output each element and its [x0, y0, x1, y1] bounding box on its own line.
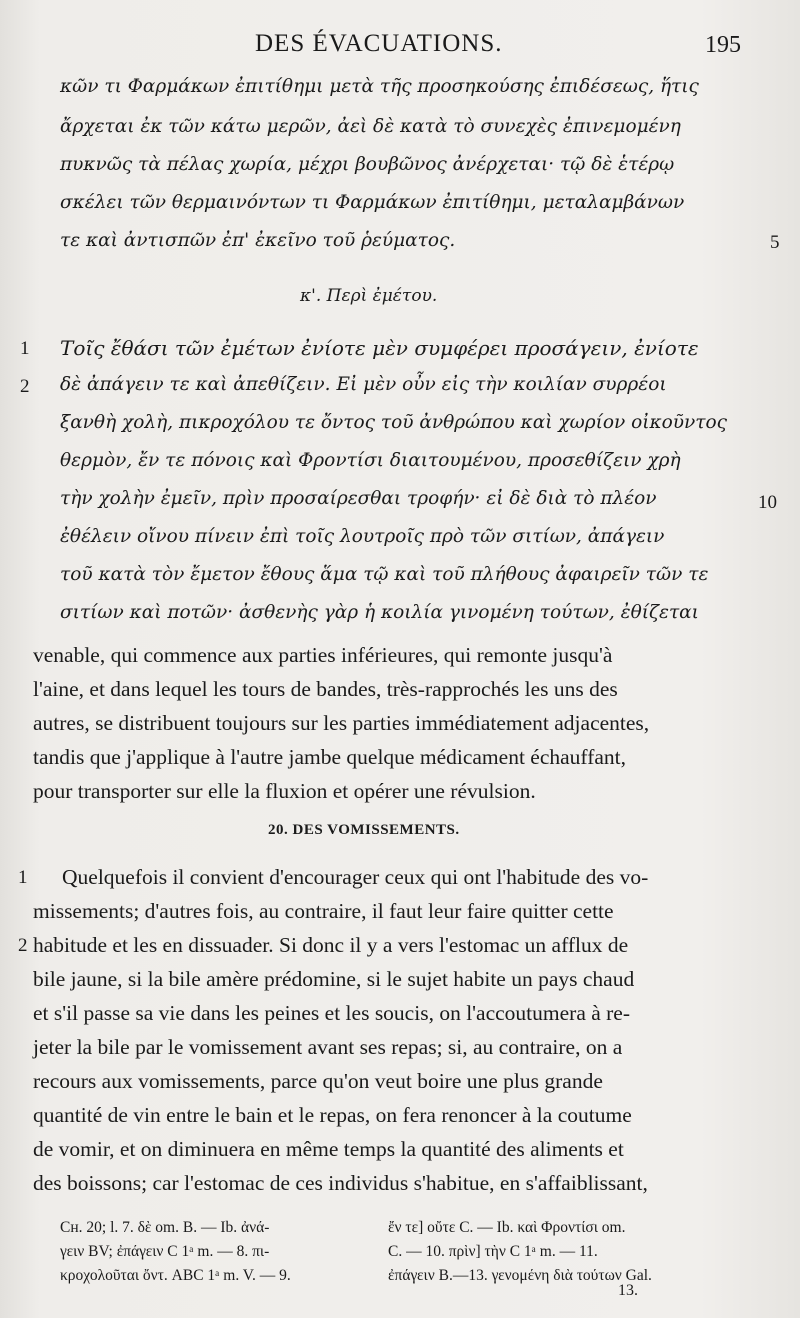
french-line: de vomir, et on diminuera en même temps la quantité des aliments et [33, 1137, 624, 1161]
french-line: habitude et les en dissuader. Si donc il y a vers l'estomac un afflux de [33, 933, 629, 957]
line-number-2: 2 [18, 935, 28, 956]
page-header [0, 30, 800, 64]
french-line: missements; d'autres fois, au contraire, il faut leur faire quitter cette [33, 899, 614, 923]
french-section-heading: 20. DES VOMISSEMENTS. [268, 822, 460, 838]
greek-line: σιτίων καὶ ποτῶν· ἀσθενὴς γὰρ ἡ κοιλία γινομένη τούτων, ἐθίζεται [60, 602, 699, 623]
greek-line: θερμὸν, ἔν τε πόνοις καὶ Φροντίσι διαιτουμένου, προσεθίζειν χρὴ [60, 450, 681, 471]
french-intro-line: autres, se distribuent toujours sur les parties immédiatement adjacentes, [33, 711, 650, 735]
greek-line: Τοῖς ἔθάσι τῶν ἐμέτων ἐνίοτε μὲν συμφέρει προσάγειν, ἐνίοτε [60, 336, 699, 360]
line-number-1: 1 [20, 338, 30, 359]
greek-section-heading: κ'. Περὶ ἐμέτου. [300, 286, 438, 306]
french-line: et s'il passe sa vie dans les peines et les soucis, on l'accoutumera à re- [33, 1001, 631, 1025]
greek-intro-line: ἄρχεται ἐκ τῶν κάτω μερῶν, ἀεὶ δὲ κατὰ τὸ συνεχὲς ἐπινεμομένη [60, 116, 681, 137]
footnote-line: κροχολοῦται ὄντ. ABC 1ᵃ m. V. — 9. [60, 1267, 291, 1284]
footnote-line: C. — 10. πρὶν] τὴν C 1ᵃ m. — 11. [388, 1243, 598, 1260]
footnotes-right [388, 1219, 748, 1285]
footnote-line: ἐπάγειν B.—13. γενομένη διὰ τούτων Gal. [388, 1267, 652, 1284]
page-number: 195 [705, 32, 741, 58]
french-intro-line: venable, qui commence aux parties inférieures, qui remonte jusqu'à [33, 643, 613, 667]
greek-line: ξανθὴ χολὴ, πικροχόλου τε ὄντος τοῦ ἀνθρώπου καὶ χωρίον οἰκοῦντος [60, 412, 727, 433]
greek-line: τοῦ κατὰ τὸν ἔμετον ἔθους ἅμα τῷ καὶ τοῦ πλήθους ἀφαιρεῖν τῶν τε [60, 564, 709, 585]
french-intro-line: pour transporter sur elle la fluxion et opérer une révulsion. [33, 779, 536, 803]
greek-line: δὲ ἀπάγειν τε καὶ ἀπεθίζειν. Εἰ μὲν οὖν εἰς τὴν κοιλίαν συρρέοι [60, 374, 667, 395]
footnote-line: Cʜ. 20; l. 7. δὲ om. B. — Ib. ἀνά- [60, 1219, 270, 1236]
french-line: Quelquefois il convient d'encourager ceux qui ont l'habitude des vo- [62, 865, 649, 889]
french-line: bile jaune, si la bile amère prédomine, si le sujet habite un pays chaud [33, 967, 635, 991]
greek-intro-line: πυκνῶς τὰ πέλας χωρία, μέχρι βουβῶνος ἀνέρχεται· τῷ δὲ ἑτέρῳ [60, 154, 675, 175]
line-number-5: 5 [770, 232, 780, 253]
french-intro-line: tandis que j'applique à l'autre jambe quelque médicament échauffant, [33, 745, 626, 769]
french-line: quantité de vin entre le bain et le repas, on fera renoncer à la coutume [33, 1103, 632, 1127]
greek-intro-line: κῶν τι Φαρμάκων ἐπιτίθημι μετὰ τῆς προσηκούσης ἐπιδέσεως, ἥτις [60, 76, 699, 97]
french-line: recours aux vomissements, parce qu'on veut boire une plus grande [33, 1069, 603, 1093]
french-line: des boissons; car l'estomac de ces individus s'habitue, en s'affaiblissant, [33, 1171, 648, 1195]
greek-intro-line: τε καὶ ἀντισπῶν ἐπ' ἐκεῖνο τοῦ ῥεύματος. [60, 230, 456, 251]
footnotes-left [60, 1219, 378, 1285]
line-number-10: 10 [758, 492, 777, 513]
line-number-2: 2 [20, 376, 30, 397]
line-number-1: 1 [18, 867, 28, 888]
footnote-line: ἔν τε] οὔτε C. — Ib. καὶ Φροντίσι om. [388, 1219, 626, 1236]
running-title: DES ÉVACUATIONS. [255, 30, 503, 57]
greek-intro-line: σκέλει τῶν θερμαινόντων τι Φαρμάκων ἐπιτίθημι, μεταλαμβάνων [60, 192, 685, 213]
greek-line: ἐθέλειν οἴνου πίνειν ἐπὶ τοῖς λουτροῖς πρὸ τῶν σιτίων, ἀπάγειν [60, 526, 665, 547]
footnote-line: γειν BV; ἐπάγειν C 1ᵃ m. — 8. πι- [60, 1243, 270, 1260]
french-intro-line: l'aine, et dans lequel les tours de bandes, très-rapprochés les uns des [33, 677, 618, 701]
greek-line: τὴν χολὴν ἐμεῖν, πρὶν προσαίρεσθαι τροφήν· εἰ δὲ διὰ τὸ πλέον [60, 488, 657, 509]
french-line: jeter la bile par le vomissement avant ses repas; si, au contraire, on a [33, 1035, 623, 1059]
signature-mark: 13. [618, 1282, 638, 1299]
